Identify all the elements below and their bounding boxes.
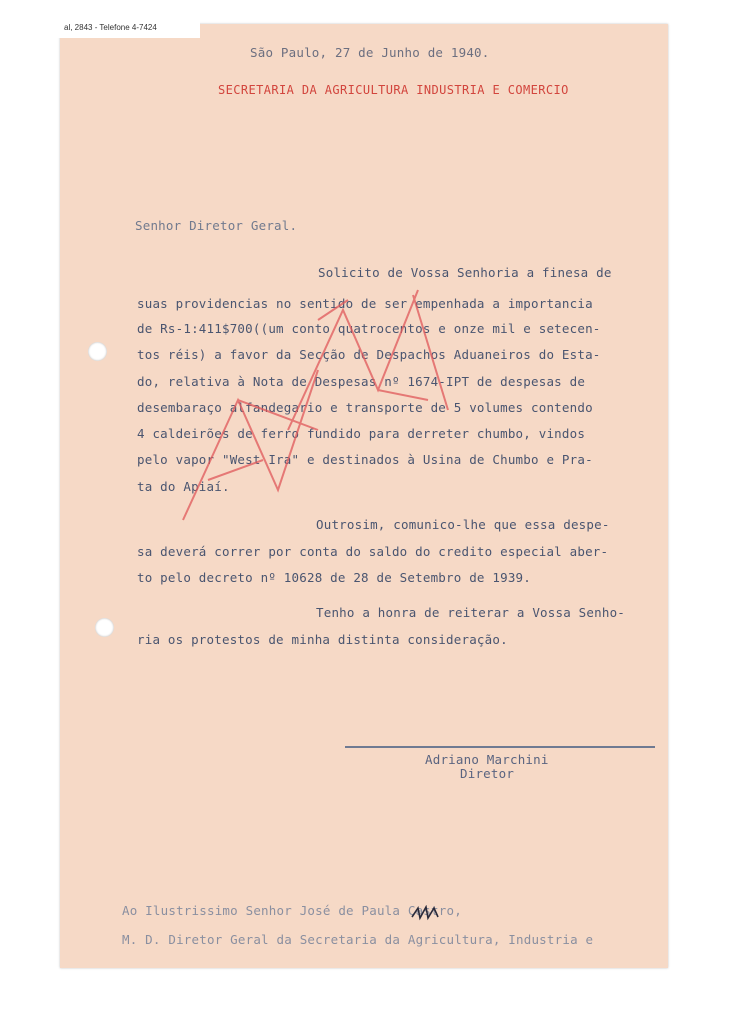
signatory-title: Diretor xyxy=(460,766,515,781)
body-line: Tenho a honra de reiterar a Vossa Senho- xyxy=(316,605,626,620)
punch-hole xyxy=(88,342,107,361)
body-line: tos réis) a favor da Secção de Despachos Aduaneiros do Esta- xyxy=(137,347,601,362)
body-line: 4 caldeirões de ferro fundido para derreter chumbo, vindos xyxy=(137,426,586,441)
body-line: ta do Apiaí. xyxy=(137,479,230,494)
signature-rule xyxy=(345,746,655,748)
address-line: Ao Ilustrissimo Senhor José de Paula Castro, xyxy=(122,903,462,918)
body-line: Outrosim, comunico-lhe que essa despe- xyxy=(316,517,610,532)
body-line: do, relativa à Nota de Despesas nº 1674-IPT de despesas de xyxy=(137,374,586,389)
department-heading: SECRETARIA DA AGRICULTURA INDUSTRIA E COMERCIO xyxy=(218,83,569,97)
letterhead-strip xyxy=(0,18,200,38)
signatory-name: Adriano Marchini xyxy=(425,752,549,767)
address-line: M. D. Diretor Geral da Secretaria da Agricultura, Industria e xyxy=(122,932,594,947)
letter-page xyxy=(60,24,668,968)
body-line: suas providencias no sentido de ser empenhada a importancia xyxy=(137,296,593,311)
body-line: de Rs-1:411$700((um conto quatrocentos e onze mil e setecen- xyxy=(137,321,601,336)
body-line: pelo vapor "West Ira" e destinados à Usina de Chumbo e Pra- xyxy=(137,452,593,467)
body-line: Solicito de Vossa Senhoria a finesa de xyxy=(318,265,612,280)
body-line: to pelo decreto nº 10628 de 28 de Setembro de 1939. xyxy=(137,570,532,585)
date-line: São Paulo, 27 de Junho de 1940. xyxy=(250,45,490,60)
letterhead-contact: al, 2843 - Telefone 4-7424 xyxy=(64,23,157,32)
punch-hole xyxy=(95,618,114,637)
salutation: Senhor Diretor Geral. xyxy=(135,218,298,233)
body-line: desembaraço alfandegario e transporte de 5 volumes contendo xyxy=(137,400,593,415)
body-line: ria os protestos de minha distinta consideração. xyxy=(137,632,508,647)
body-line: sa deverá correr por conta do saldo do credito especial aber- xyxy=(137,544,609,559)
pen-scribble xyxy=(410,905,440,921)
